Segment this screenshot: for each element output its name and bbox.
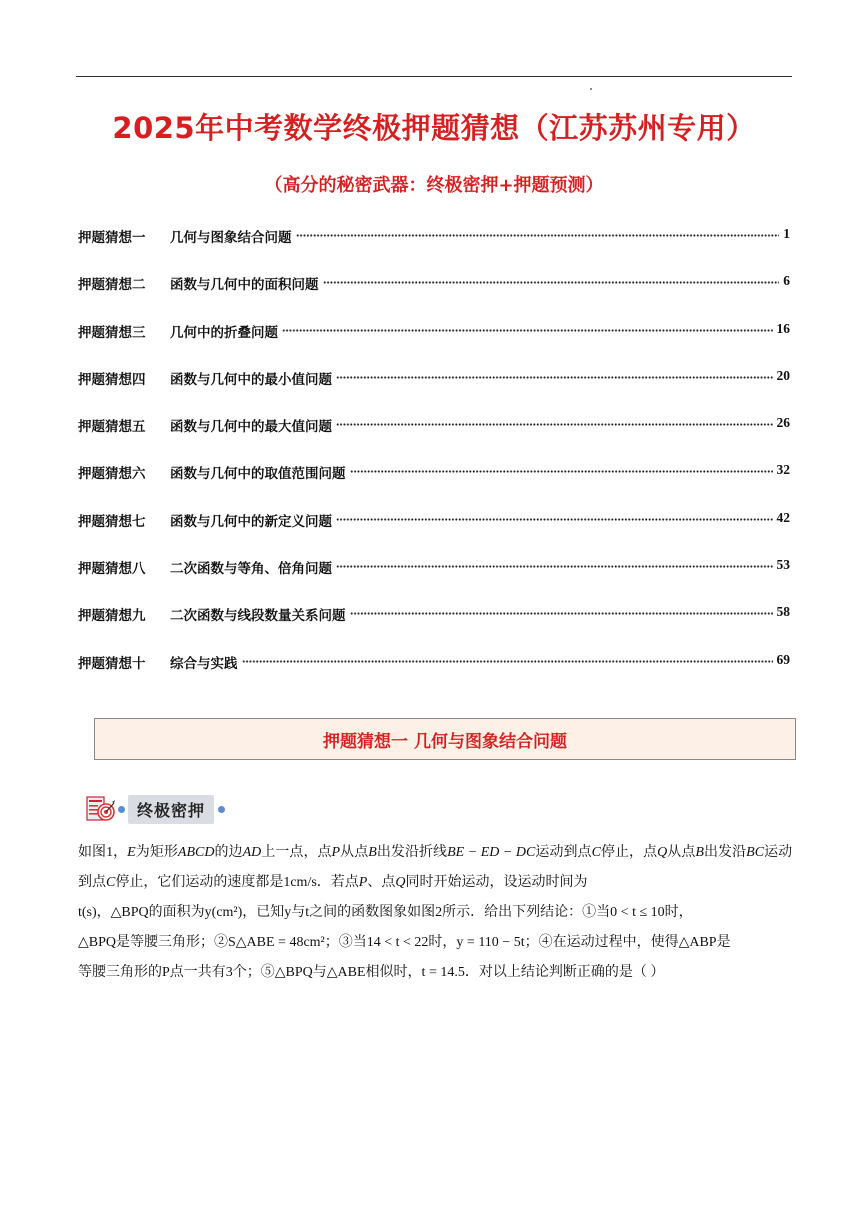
toc-page-number: 1 bbox=[783, 226, 790, 241]
problem-fragment: 运动到点 bbox=[535, 845, 592, 860]
toc-leader-dots bbox=[242, 652, 773, 663]
toc-label: 押题猜想十 bbox=[78, 655, 146, 672]
target-book-icon bbox=[86, 794, 116, 824]
toc-page-number: 58 bbox=[776, 604, 790, 620]
math-var: BC bbox=[746, 845, 765, 860]
toc-leader-dots bbox=[282, 321, 773, 332]
toc-page-number: 69 bbox=[776, 651, 790, 667]
math-var: ABCD bbox=[177, 845, 215, 860]
math-var: Q bbox=[657, 845, 668, 860]
toc-page-number: 32 bbox=[776, 462, 790, 478]
toc-entry-6[interactable] bbox=[78, 462, 790, 509]
toc-label: 押题猜想一 bbox=[78, 230, 146, 246]
toc-leader-dots bbox=[350, 604, 773, 615]
header-mark bbox=[590, 88, 592, 90]
toc-label: 押题猜想八 bbox=[78, 561, 146, 578]
table-of-contents bbox=[78, 226, 790, 699]
math-var: P bbox=[358, 875, 368, 890]
toc-leader-dots bbox=[336, 510, 773, 521]
toc-name: 函数与几何中的新定义问题 bbox=[170, 513, 332, 530]
problem-text-line: △BPQ是等腰三角形；②S△ABE = 48cm²；③当14 < t < 22时，y = 110 − 5t；④在运动过程中，使得△ABP是 bbox=[78, 935, 731, 950]
toc-page-number: 20 bbox=[776, 367, 790, 383]
header-rule bbox=[76, 76, 792, 77]
badge-dot-right bbox=[218, 806, 225, 813]
problem-fragment: 为矩形 bbox=[135, 845, 178, 860]
problem-text-line: 等腰三角形的P点一共有3个；⑤△BPQ与△ABE相似时，t = 14.5．对以上结论判断正确的是（ ） bbox=[78, 965, 665, 980]
toc-name: 函数与几何中的最大值问题 bbox=[170, 419, 332, 436]
problem-fragment: 出发沿折线 bbox=[376, 845, 448, 860]
toc-name: 综合与实践 bbox=[170, 655, 238, 672]
problem-fragment: 从点 bbox=[667, 845, 696, 860]
toc-leader-dots bbox=[336, 557, 773, 568]
toc-label: 押题猜想九 bbox=[78, 608, 146, 625]
problem-fragment: 停止，它们运动的速度都是1cm/s．若点 bbox=[115, 875, 359, 890]
toc-entry-10[interactable] bbox=[78, 652, 790, 699]
toc-leader-dots bbox=[296, 226, 780, 237]
math-var: P bbox=[331, 845, 341, 860]
math-var: C bbox=[591, 845, 601, 860]
section-banner: 押题猜想一 几何与图象结合问题 bbox=[94, 718, 796, 760]
toc-entry-3[interactable] bbox=[78, 321, 790, 368]
toc-page-number: 26 bbox=[776, 415, 790, 431]
toc-name: 二次函数与线段数量关系问题 bbox=[170, 608, 346, 625]
toc-label: 押题猜想五 bbox=[78, 419, 146, 436]
toc-entry-8[interactable] bbox=[78, 557, 790, 604]
toc-name: 二次函数与等角、倍角问题 bbox=[170, 561, 332, 578]
math-expr: BE − ED − DC bbox=[447, 845, 536, 860]
math-var: AD bbox=[242, 845, 262, 860]
problem-fragment: 出发沿 bbox=[703, 845, 747, 860]
toc-leader-dots bbox=[350, 462, 773, 473]
toc-entry-1[interactable] bbox=[78, 226, 790, 273]
math-var: B bbox=[695, 845, 704, 860]
toc-page-number: 42 bbox=[776, 509, 790, 525]
problem-fragment: 如图1， bbox=[78, 845, 128, 860]
toc-leader-dots bbox=[336, 368, 773, 379]
problem-text bbox=[78, 838, 792, 898]
page-title: 2025年中考数学终极押题猜想（江苏苏州专用） bbox=[112, 111, 756, 145]
problem-fragment: 从点 bbox=[340, 845, 369, 860]
math-var: Q bbox=[395, 875, 406, 890]
problem-fragment: 同时开始运动，设运动时间为 bbox=[405, 875, 588, 890]
math-var: B bbox=[368, 845, 377, 860]
toc-name: 函数与几何中的最小值问题 bbox=[170, 371, 332, 388]
problem-fragment: 停止，点 bbox=[600, 845, 658, 860]
toc-page-number: 16 bbox=[776, 320, 790, 336]
toc-label: 押题猜想四 bbox=[78, 371, 146, 388]
math-var: E bbox=[127, 845, 136, 860]
toc-label: 押题猜想六 bbox=[78, 466, 146, 483]
problem-fragment: 的边 bbox=[214, 845, 243, 860]
badge-dot-left bbox=[118, 806, 125, 813]
toc-entry-9[interactable] bbox=[78, 604, 790, 651]
problem-fragment: 上一点，点 bbox=[261, 845, 332, 860]
toc-label: 押题猜想三 bbox=[78, 324, 146, 341]
toc-name: 几何与图象结合问题 bbox=[170, 230, 292, 246]
problem-text-line: t(s)，△BPQ的面积为y(cm²)，已知y与t之间的函数图象如图2所示．给出下列结论：①当0 < t ≤ 10时， bbox=[78, 905, 693, 920]
problem-fragment: 运动到点 bbox=[78, 845, 793, 890]
toc-name: 几何中的折叠问题 bbox=[170, 324, 278, 341]
toc-entry-5[interactable] bbox=[78, 415, 790, 462]
toc-page-number: 53 bbox=[776, 557, 790, 573]
badge-label: 终极密押 bbox=[128, 795, 214, 824]
toc-name: 函数与几何中的面积问题 bbox=[170, 277, 319, 294]
problem-fragment: 、点 bbox=[367, 875, 396, 890]
toc-entry-4[interactable] bbox=[78, 368, 790, 415]
section-badge bbox=[86, 792, 225, 826]
toc-leader-dots bbox=[336, 415, 773, 426]
math-var: C bbox=[106, 875, 116, 890]
toc-entry-2[interactable] bbox=[78, 273, 790, 320]
toc-name: 函数与几何中的取值范围问题 bbox=[170, 466, 346, 483]
toc-label: 押题猜想二 bbox=[78, 277, 146, 294]
toc-leader-dots bbox=[323, 273, 780, 284]
toc-label: 押题猜想七 bbox=[78, 513, 146, 530]
page-subtitle: （高分的秘密武器：终极密押+押题预测） bbox=[264, 175, 604, 196]
toc-entry-7[interactable] bbox=[78, 510, 790, 557]
toc-page-number: 6 bbox=[783, 273, 790, 289]
problem-statement bbox=[78, 838, 792, 988]
